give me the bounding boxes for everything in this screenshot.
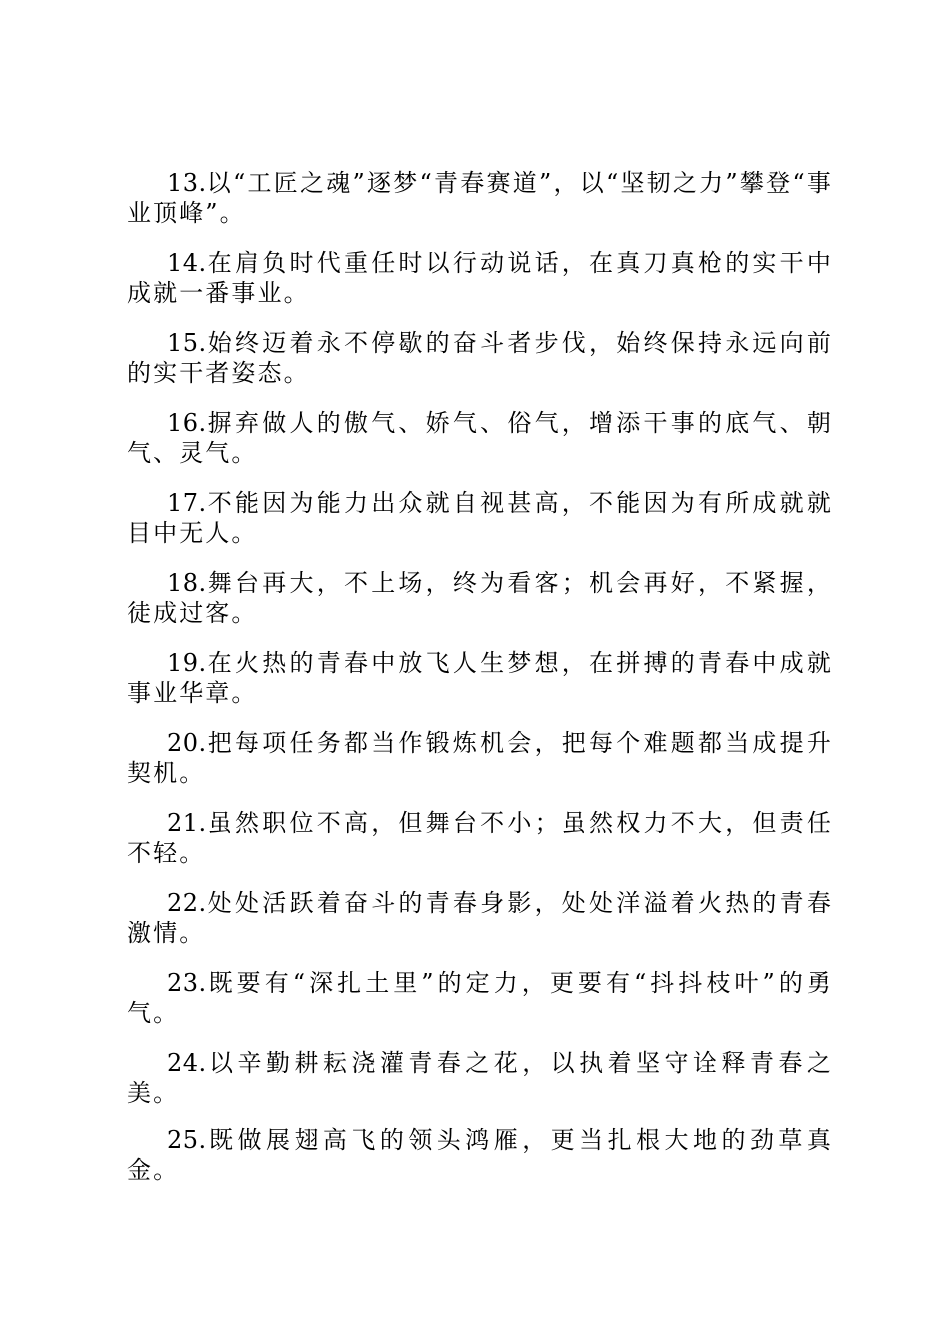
item-number: 22. (167, 889, 207, 917)
item-text: 在肩负时代重任时以行动说话，在真刀真枪的实干中成就一番事业。 (127, 249, 833, 307)
item-text: 不能因为能力出众就自视甚高，不能因为有所成就就目中无人。 (127, 489, 833, 547)
item-text: 以辛勤耕耘浇灌青春之花，以执着坚守诠释青春之美。 (127, 1049, 833, 1107)
item-number: 17. (167, 489, 207, 517)
item-number: 13. (167, 169, 207, 197)
list-item (127, 728, 833, 788)
list-item (127, 1048, 833, 1108)
list-item (127, 1125, 833, 1185)
item-number: 25. (167, 1126, 207, 1154)
item-number: 21. (167, 809, 207, 837)
item-number: 24. (167, 1049, 207, 1077)
item-text: 处处活跃着奋斗的青春身影，处处洋溢着火热的青春激情。 (127, 889, 833, 947)
item-number: 18. (167, 569, 207, 597)
list-item (127, 888, 833, 948)
item-number: 19. (167, 649, 207, 677)
list-item (127, 248, 833, 308)
item-text: 舞台再大，不上场，终为看客；机会再好，不紧握，徒成过客。 (127, 569, 833, 627)
item-number: 23. (167, 969, 207, 997)
item-text: 虽然职位不高，但舞台不小；虽然权力不大，但责任不轻。 (127, 809, 833, 867)
list-item (127, 408, 833, 468)
item-number: 16. (167, 409, 207, 437)
item-text: 始终迈着永不停歇的奋斗者步伐，始终保持永远向前的实干者姿态。 (127, 329, 833, 387)
list-item (127, 808, 833, 868)
item-text: 以“工匠之魂”逐梦“青春赛道”，以“坚韧之力”攀登“事业顶峰”。 (127, 169, 833, 227)
item-text: 既做展翅高飞的领头鸿雁，更当扎根大地的劲草真金。 (127, 1126, 833, 1184)
list-item (127, 648, 833, 708)
item-number: 15. (167, 329, 207, 357)
list-item (127, 968, 833, 1028)
list-item (127, 488, 833, 548)
document-body (127, 168, 833, 1202)
list-item (127, 568, 833, 628)
item-number: 14. (167, 249, 207, 277)
item-number: 20. (167, 729, 207, 757)
list-item (127, 168, 833, 228)
item-text: 在火热的青春中放飞人生梦想，在拼搏的青春中成就事业华章。 (127, 649, 833, 707)
item-text: 把每项任务都当作锻炼机会，把每个难题都当成提升契机。 (127, 729, 833, 787)
list-item (127, 328, 833, 388)
item-text: 摒弃做人的傲气、娇气、俗气，增添干事的底气、朝气、灵气。 (127, 409, 833, 467)
item-text: 既要有“深扎土里”的定力，更要有“抖抖枝叶”的勇气。 (127, 969, 833, 1027)
